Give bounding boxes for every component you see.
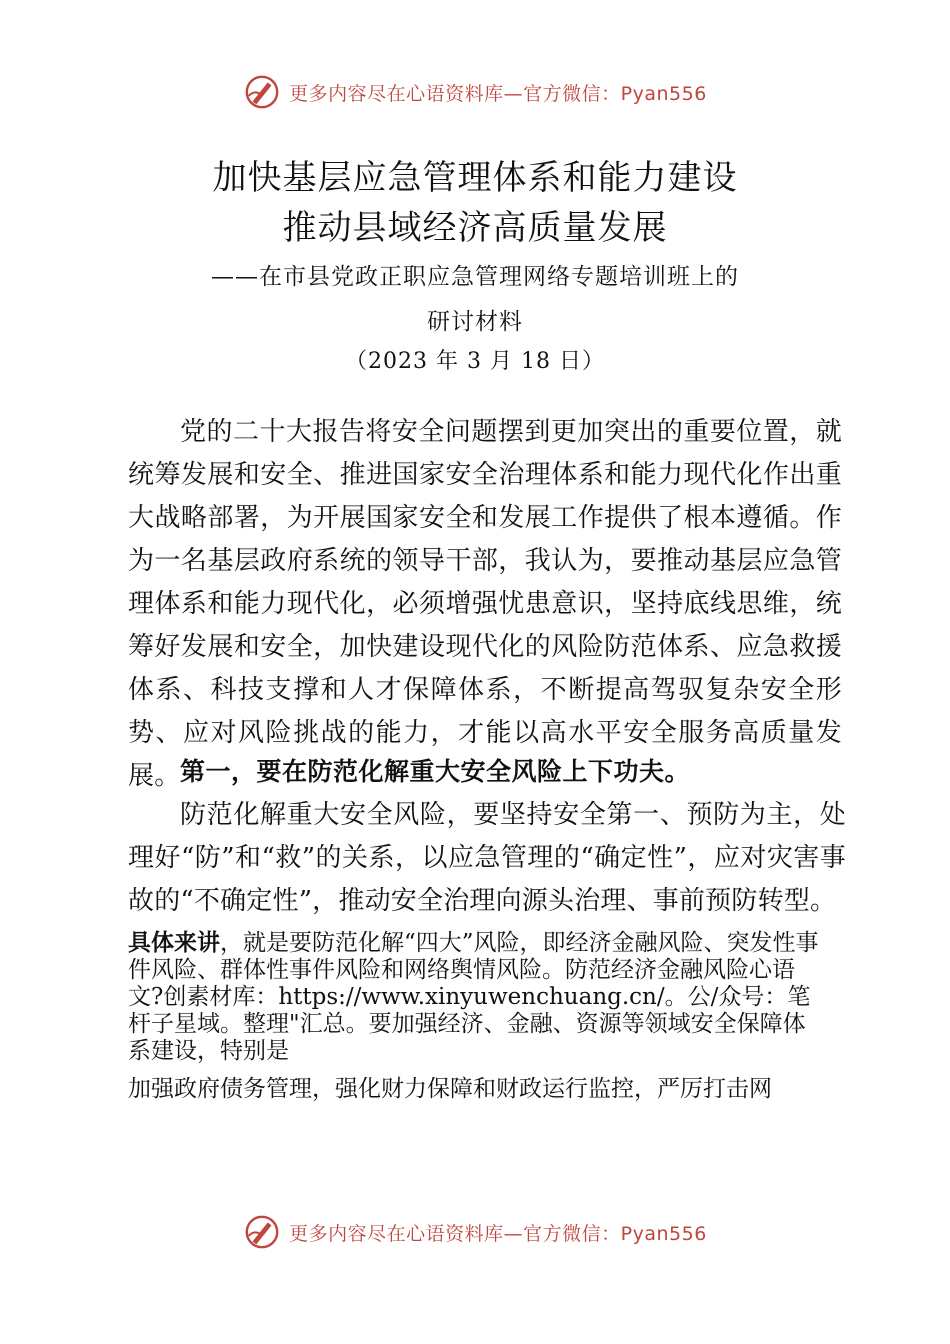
header-banner[interactable] bbox=[0, 72, 950, 112]
subtitle-line-1: ——在市县党政正职应急管理网络专题培训班上的 bbox=[211, 264, 739, 290]
footer-banner[interactable] bbox=[0, 1212, 950, 1252]
paragraph-3 bbox=[128, 930, 828, 1065]
title-line-2: 推动县域经济高质量发展 bbox=[282, 208, 668, 248]
header-banner-text: 更多内容尽在心语资料库—官方微信：Pyan556 bbox=[289, 82, 707, 105]
pen-circle-logo-icon bbox=[243, 1213, 281, 1251]
paragraph-3-rest: ，就是要防范化解“四大”风险，即经济金融风险、突发性事件风险、群体性事件风险和网络舆情风险。防范经济金融风险心语文?创素材库：https://www.xinyuwenchuang.cn/。公/众号：笔杆子星域。整理"汇总。要加强经济、金融、资源等领域安全保障体系建设，特别是 bbox=[128, 930, 819, 1064]
pen-circle-logo-icon bbox=[243, 73, 281, 111]
subtitle-date: （2023 年 3 月 18 日） bbox=[345, 349, 605, 374]
paragraph-3-lead: 具体来讲 bbox=[128, 930, 220, 956]
paragraph-1: 党的二十大报告将安全问题摆到更加突出的重要位置，就统筹发展和安全、推进国家安全治理体系和能力现代化作出重大战略部署，为开展国家安全和发展工作提供了根本遵循。作为一名基层政府系统的领导干部，我认为，要推动基层应急管理体系和能力现代化，必须增强忧患意识，坚持底线思维，统筹好发展和安全，加快建设现代化的风险防范体系、应急救援体系、科技支撑和人才保障体系，不断提高驾驭复杂安全形势、应对风险挑战的能力，才能以高水平安全服务高质量发展。 bbox=[128, 417, 842, 791]
section-heading-1: 第一，要在防范化解重大安全风险上下功夫。 bbox=[180, 757, 691, 786]
footer-banner-text: 更多内容尽在心语资料库—官方微信：Pyan556 bbox=[289, 1222, 707, 1245]
subtitle-line-2: 研讨材料 bbox=[427, 309, 523, 335]
paragraph-4: 加强政府债务管理，强化财力保障和财政运行监控，严厉打击网 bbox=[128, 1076, 772, 1102]
title-line-1: 加快基层应急管理体系和能力建设 bbox=[212, 158, 738, 198]
paragraph-2: 防范化解重大安全风险，要坚持安全第一、预防为主，处理好“防”和“救”的关系，以应急管理的“确定性”，应对灾害事故的“不确定性”，推动安全治理向源头治理、事前预防转型。 bbox=[128, 800, 846, 916]
